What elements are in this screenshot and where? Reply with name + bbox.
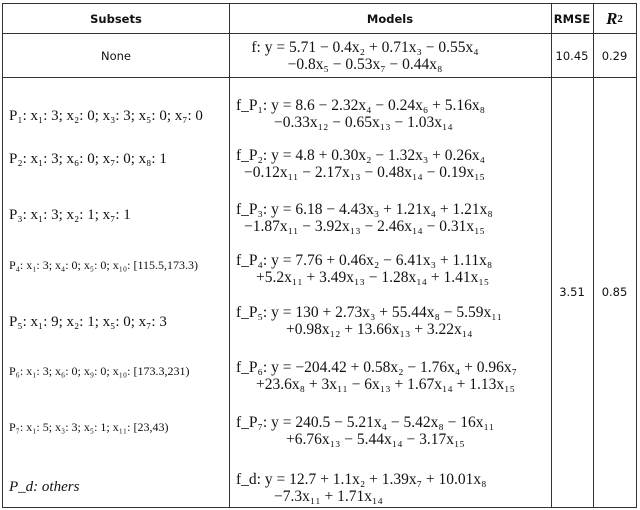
model-line-1: f_P₅: y = 130 + 2.73x₃ + 55.44x₈ − 5.59x₁₁ bbox=[236, 304, 503, 321]
model-line-1: f_P₄: y = 7.76 + 0.46x₂ − 6.41x₃ + 1.11x₈ bbox=[236, 252, 493, 269]
model-line-2: −0.8x₅ − 0.53x₇ − 0.44x₈ bbox=[287, 56, 443, 73]
header-r-squared bbox=[593, 4, 636, 34]
subset-p6: P₆: x₁: 3; x₆: 0; x₉: 0; x₁₀: [173.3,231) bbox=[9, 364, 190, 378]
model-line-1: f_P₁: y = 8.6 − 2.32x₄ − 0.24x₆ + 5.16x₈ bbox=[236, 97, 486, 114]
model-line-2: −0.33x₁₂ − 0.65x₁₃ − 1.03x₁₄ bbox=[274, 114, 453, 131]
partitioned-r2: 0.85 bbox=[601, 285, 628, 299]
model-p6 bbox=[236, 359, 517, 393]
model-pd bbox=[236, 471, 487, 505]
baseline-subset: None bbox=[100, 48, 131, 63]
baseline-model bbox=[250, 39, 480, 73]
model-line-1: f_P₂: y = 4.8 + 0.30x₂ − 1.32x₃ + 0.26x₄ bbox=[236, 147, 486, 164]
model-line-1: f_P₇: y = 240.5 − 5.21x₄ − 5.42x₈ − 16x₁₁ bbox=[236, 414, 495, 431]
r2-base: R bbox=[606, 9, 618, 28]
subset-pd: P_d: others bbox=[9, 479, 80, 495]
model-line-1: f_P₃: y = 6.18 − 4.43x₃ + 1.21x₄ + 1.21x₈ bbox=[236, 201, 493, 218]
model-p3 bbox=[236, 201, 493, 235]
subset-p7: P₇: x₁: 5; x₃: 3; x₅: 1; x₁₁: [23,43) bbox=[9, 420, 169, 434]
partitioned-rmse: 3.51 bbox=[559, 285, 585, 299]
subset-p4: P₄: x₁: 3; x₄: 0; x₅: 0; x₁₀: [115.5,173.3) bbox=[9, 258, 198, 272]
model-line-2: −1.87x₁₁ − 3.92x₁₃ − 2.46x₁₄ − 0.31x₁₅ bbox=[244, 218, 485, 235]
model-line-2: +23.6x₈ + 3x₁₁ − 6x₁₃ + 1.67x₁₄ + 1.13x₁₅ bbox=[256, 376, 515, 393]
model-line-2: +6.76x₁₃ − 5.44x₁₄ − 3.17x₁₅ bbox=[286, 431, 465, 448]
model-line-1: f_d: y = 12.7 + 1.1x₂ + 1.39x₇ + 10.01x₈ bbox=[236, 471, 487, 488]
baseline-rmse: 10.45 bbox=[555, 48, 589, 63]
model-p1 bbox=[236, 97, 485, 131]
model-line-2: +0.98x₁₂ + 13.66x₁₃ + 3.22x₁₄ bbox=[286, 321, 473, 338]
model-line-2: −7.3x₁₁ + 1.71x₁₄ bbox=[274, 488, 383, 505]
subset-p3: P₃: x₁: 3; x₂: 1; x₇: 1 bbox=[9, 207, 131, 223]
model-p5 bbox=[236, 304, 502, 338]
model-line-1: f_P₆: y = −204.42 + 0.58x₂ − 1.76x₄ + 0.96x₇ bbox=[236, 359, 518, 376]
model-p2 bbox=[236, 147, 485, 181]
header-subsets: Subsets bbox=[90, 12, 142, 26]
subset-p2: P₂: x₁: 3; x₆: 0; x₇: 0; x₈: 1 bbox=[9, 151, 167, 167]
subset-p5: P₅: x₁: 9; x₂: 1; x₅: 0; x₇: 3 bbox=[9, 314, 167, 330]
model-p7 bbox=[236, 414, 494, 448]
header-models: Models bbox=[366, 12, 414, 26]
subset-p1: P₁: x₁: 3; x₂: 0; x₃: 3; x₅: 0; x₇: 0 bbox=[9, 108, 203, 124]
model-p4 bbox=[236, 252, 492, 286]
model-line-1: f: y = 5.71 − 0.4x₂ + 0.71x₃ − 0.55x₄ bbox=[251, 39, 479, 56]
column-divider-subsets bbox=[229, 4, 230, 507]
model-line-2: +5.2x₁₁ + 3.49x₁₃ − 1.28x₁₄ + 1.41x₁₅ bbox=[256, 269, 490, 286]
baseline-r2: 0.29 bbox=[601, 48, 628, 63]
results-table bbox=[2, 3, 637, 508]
model-line-2: −0.12x₁₁ − 2.17x₁₃ − 0.48x₁₄ − 0.19x₁₅ bbox=[244, 164, 485, 181]
baseline-divider bbox=[3, 77, 636, 78]
header-rmse: RMSE bbox=[553, 12, 591, 26]
r2-exponent: 2 bbox=[617, 13, 623, 25]
